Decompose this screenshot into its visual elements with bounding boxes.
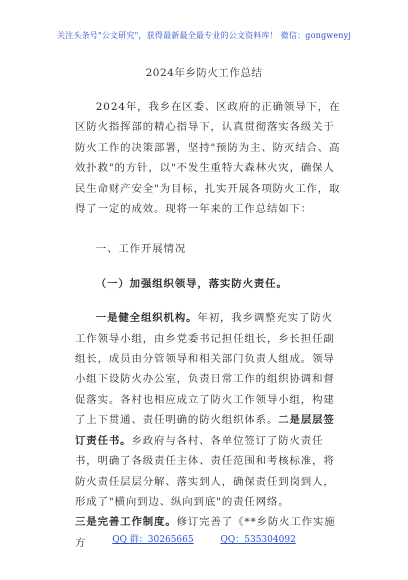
- subsection-heading: （一）加强组织领导，落实防火责任。: [95, 277, 288, 290]
- document-body: [75, 97, 341, 553]
- item-text-2: 乡政府与各村、各单位签订了防火责任书，明确了各级责任主体、责任范围和考核标准，将防火责任层层分解、落实到人，确保责任到岗到人，形成了"横向到边、纵向到底"的责任网络。: [75, 434, 335, 508]
- intro-paragraph: 2024年，我乡在区委、区政府的正确领导下，在区防火指挥部的精心指导下，认真贯彻落实各级关于防火工作的决策部署，坚持"预防为主、防灭结合、高效扑救"的方针，以"不发生重特大森林火灾，确保人民生命财产安全"为目标，扎实开展各项防火工作，取得了一定的成效。现将一年来的工作总结如下：: [75, 101, 341, 216]
- item-lead-1: 一是健全组织机构。: [95, 312, 198, 325]
- qq-contact-link[interactable]: QQ：535304092: [220, 535, 296, 545]
- promo-banner: 关注头条号"公文研究"，获得最新最全最专业的公文资料库！ 微信：gongwenyj: [56, 31, 352, 40]
- qq-group-link[interactable]: QQ 群：30265665: [112, 535, 194, 545]
- item-lead-2: 二是层层签订责任书。: [75, 414, 335, 447]
- item-paragraph-1: [75, 308, 341, 512]
- contact-footer: [0, 532, 408, 545]
- section-heading: 一、工作开展情况: [95, 243, 187, 256]
- item-lead-3: 三是完善工作制度。: [75, 516, 177, 529]
- item-text-1: 年初，我乡调整充实了防火工作领导小组，由乡党委书记担任组长，乡长担任副组长，成员由分管领导和相关部门负责人组成。领导小组下设防火办公室，负责日常工作的组织协调和督促落实。各村也相应成立了防火工作领导小组，构建了上下贯通、责任明确的防火组织体系。: [75, 312, 335, 427]
- item-text-3: 修订完善了《**乡防火工作实施方: [75, 516, 336, 549]
- document-title: 2024年乡防火工作总结: [145, 67, 263, 79]
